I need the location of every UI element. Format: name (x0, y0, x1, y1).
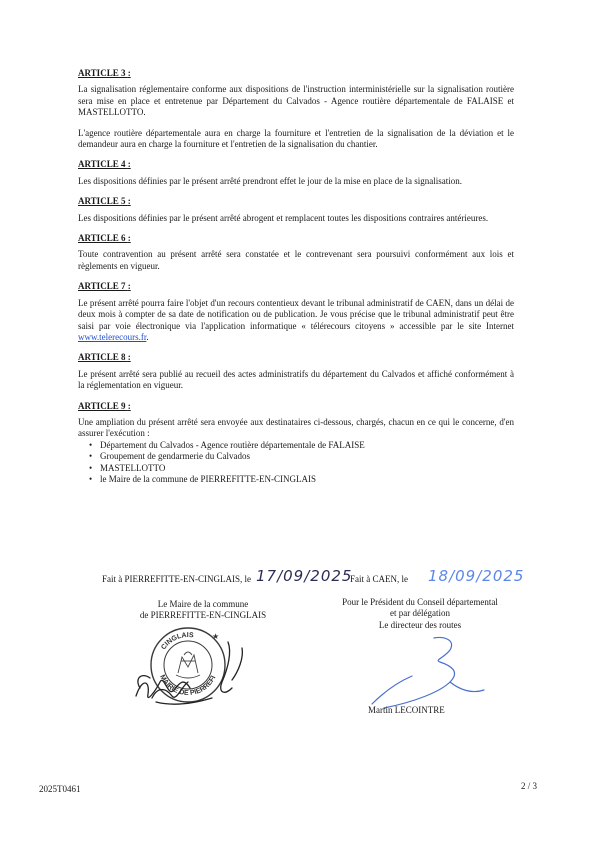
articles-body (78, 68, 514, 491)
article-paragraph: Les dispositions définies par le présent arrêté abrogent et remplacent toutes les dispositions contraires antérieures. (78, 212, 489, 223)
director-title: Le directeur des routes (378, 619, 462, 630)
telerecours-link[interactable]: www.telerecours.fr (78, 331, 147, 342)
svg-text:CINGLAIS: CINGLAIS (160, 631, 194, 652)
article-paragraph: Les dispositions définies par le présent arrêté prendront effet le jour de la mise en place de la signalisation. (78, 175, 462, 186)
director-name: Martin LECOINTRE (368, 705, 445, 715)
mayor-signature-icon (132, 638, 272, 710)
svg-text:★: ★ (212, 632, 220, 641)
signature-block (78, 564, 548, 744)
article-heading: ARTICLE 9 : (78, 400, 131, 411)
article-heading: ARTICLE 6 : (78, 233, 131, 244)
article-paragraph: Toute contravention au présent arrêté sera constatée et le contrevenant sera poursuivi conformément aux lois et règlements en vigueur. (78, 249, 514, 271)
page-number: 2 / 3 (521, 781, 538, 791)
list-item: • le Maire de la commune de PIERREFITTE-EN-CINGLAIS (100, 474, 514, 485)
mayor-signatory (123, 599, 283, 622)
mayor-title: Le Maire de la commune (157, 599, 249, 609)
article-paragraph: Le présent arrêté pourra faire l'objet d'un recours contentieux devant le tribunal administratif de CAEN, dans un délai de deux mois à compter de sa date de notification ou de publication. Je vous précise que le tribunal administratif peut être saisi par voie électronique via l'application informatique « télérecours citoyens » accessible par le site Internet www.telerecours.fr. (78, 297, 514, 342)
article-heading: ARTICLE 5 : (78, 196, 131, 207)
list-item: • MASTELLOTTO (100, 463, 514, 474)
article-paragraph: Une ampliation du présent arrêté sera envoyée aux destinataires ci-dessous, chargés, chacun en ce qui le concerne, d'en assurer l'exécution : (78, 416, 514, 439)
document-reference: 2025T0461 (39, 784, 81, 794)
handwritten-date-right: 18/09/2025 (428, 567, 525, 585)
article-paragraph: La signalisation réglementaire conforme aux dispositions de l'instruction interministérielle sur la signalisation routière sera mise en place et entretenue par Département du Calvados - Agence routière départementale de FALAISE et MASTELLOTTO. (78, 84, 514, 118)
article-paragraph: L'agence routière départementale aura en charge la fourniture et l'entretien de la signalisation de la déviation et le demandeur aura en charge la fourniture et l'entretien de la signalisation du chantier. (78, 127, 514, 150)
president-signatory (320, 597, 520, 631)
list-item: • Groupement de gendarmerie du Calvados (100, 451, 514, 462)
president-title: Pour le Président du Conseil départemental (342, 597, 498, 607)
list-item: • Département du Calvados - Agence routière départementale de FALAISE (100, 440, 514, 451)
place-date-right: Fait à CAEN, le (350, 574, 408, 584)
director-signature-icon (364, 632, 494, 712)
article-heading: ARTICLE 7 : (78, 281, 131, 292)
article-paragraph: Le présent arrêté sera publié au recueil des actes administratifs du département du Calvados et affiché conformément à la réglementation en vigueur. (78, 368, 514, 391)
recipients-list (78, 440, 514, 486)
article-heading: ARTICLE 3 : (78, 68, 131, 78)
delegation-line: et par délégation (390, 608, 450, 619)
svg-text:MAIRIE DE PIERREFI: MAIRIE DE PIERREFI (158, 673, 218, 698)
mayor-commune: de PIERREFITTE-EN-CINGLAIS (139, 610, 267, 621)
place-date-left: Fait à PIERREFITTE-EN-CINGLAIS, le (102, 574, 251, 584)
article-heading: ARTICLE 8 : (78, 352, 131, 363)
handwritten-date-left: 17/09/2025 (256, 567, 353, 585)
article-heading: ARTICLE 4 : (78, 159, 131, 170)
